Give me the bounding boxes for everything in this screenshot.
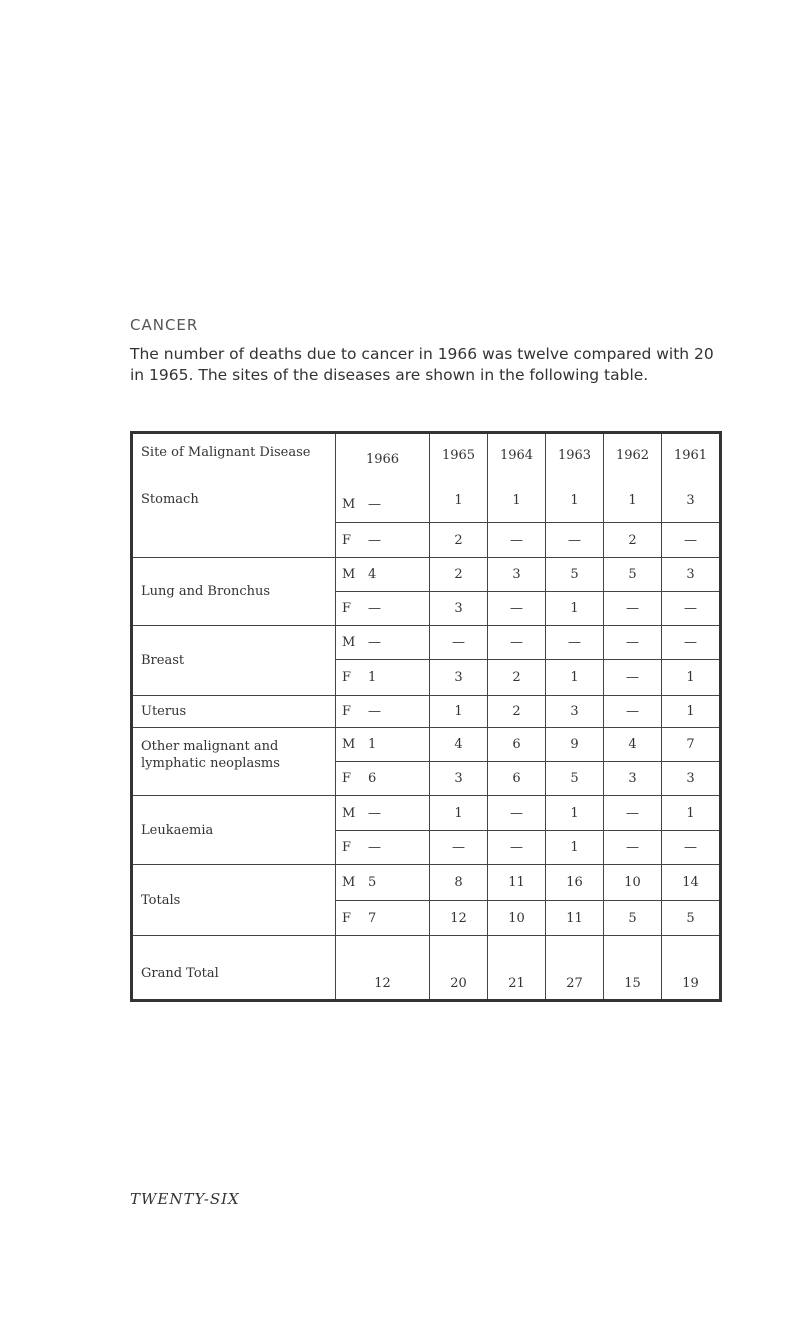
- value: 1: [570, 493, 579, 508]
- value: 21: [488, 936, 546, 1001]
- site-header-cell: [132, 433, 336, 558]
- value: 4: [604, 728, 662, 762]
- value: —: [430, 831, 488, 865]
- sex-label: M: [342, 635, 356, 650]
- value: —: [604, 696, 662, 728]
- value: —: [488, 831, 546, 865]
- value: —: [604, 660, 662, 696]
- value: —: [368, 805, 381, 821]
- value: 2: [430, 558, 488, 592]
- value: 10: [488, 901, 546, 936]
- value: 3: [430, 762, 488, 796]
- year-header-1961: 1961: [673, 448, 708, 463]
- sex-label: M: [342, 737, 356, 752]
- year-header-1966: 1966: [365, 452, 400, 467]
- sex-label: F: [342, 910, 352, 926]
- value: 3: [662, 558, 721, 592]
- value: 12: [336, 936, 430, 1001]
- value: —: [368, 704, 381, 719]
- value: 19: [662, 936, 721, 1001]
- value: 6: [488, 762, 546, 796]
- value: 1: [430, 796, 488, 831]
- value: 14: [662, 865, 721, 901]
- year-header-1962: 1962: [615, 448, 650, 463]
- sex-label: F: [342, 532, 352, 548]
- site-stomach: Stomach: [141, 492, 199, 507]
- cancer-deaths-table: [130, 431, 722, 1002]
- value: 1: [662, 696, 721, 728]
- value: 6: [488, 728, 546, 762]
- value: 8: [430, 865, 488, 901]
- sex-label: M: [342, 567, 356, 582]
- cell-1966-stomach-m: [336, 433, 430, 523]
- sex-label: M: [342, 875, 356, 890]
- sex-label: F: [342, 670, 352, 685]
- value: 1: [368, 737, 377, 752]
- value: 5: [604, 901, 662, 936]
- table-row: [132, 728, 721, 762]
- table-row: [132, 558, 721, 592]
- value: 1: [546, 660, 604, 696]
- value: 9: [546, 728, 604, 762]
- value: 1: [454, 493, 463, 508]
- value: 3: [430, 592, 488, 626]
- value: 1: [368, 670, 377, 685]
- value: —: [662, 831, 721, 865]
- value: 27: [546, 936, 604, 1001]
- value: 1: [662, 796, 721, 831]
- value: 15: [604, 936, 662, 1001]
- sex-label: M: [342, 497, 356, 512]
- value: 5: [604, 558, 662, 592]
- sex-label: M: [342, 805, 356, 821]
- value: 3: [662, 762, 721, 796]
- year-header-1964: 1964: [499, 448, 534, 463]
- value: 2: [430, 523, 488, 558]
- value: —: [662, 626, 721, 660]
- cell-1962-stomach-m: [604, 433, 662, 523]
- value: —: [430, 626, 488, 660]
- value: 7: [662, 728, 721, 762]
- value: 1: [546, 592, 604, 626]
- value: 1: [512, 493, 521, 508]
- value: 3: [686, 493, 695, 508]
- sex-label: F: [342, 601, 352, 616]
- grand-total-row: [132, 936, 721, 1001]
- value: —: [488, 523, 546, 558]
- year-header-1965: 1965: [441, 448, 476, 463]
- value: 20: [430, 936, 488, 1001]
- value: 1: [430, 696, 488, 728]
- value: —: [488, 796, 546, 831]
- value: 3: [604, 762, 662, 796]
- sex-label: F: [342, 771, 352, 786]
- value: 1: [546, 796, 604, 831]
- value: 5: [368, 875, 377, 890]
- value: 3: [546, 696, 604, 728]
- value: —: [368, 601, 381, 616]
- value: —: [662, 592, 721, 626]
- value: 11: [546, 901, 604, 936]
- value: 7: [368, 910, 377, 926]
- cell-1965-stomach-m: [430, 433, 488, 523]
- value: 4: [430, 728, 488, 762]
- value: 16: [546, 865, 604, 901]
- value: 11: [488, 865, 546, 901]
- value: —: [604, 626, 662, 660]
- site-uterus: Uterus: [132, 696, 336, 728]
- value: 5: [546, 762, 604, 796]
- table-row: [132, 696, 721, 728]
- cell-1964-stomach-m: [488, 433, 546, 523]
- table-row: [132, 796, 721, 831]
- value: —: [604, 831, 662, 865]
- value: 3: [430, 660, 488, 696]
- value: —: [546, 523, 604, 558]
- value: 4: [368, 567, 377, 582]
- value: —: [488, 592, 546, 626]
- value: 6: [368, 771, 377, 786]
- value: —: [368, 635, 381, 650]
- site-other-malignant: Other malignant and lymphatic neoplasms: [132, 728, 336, 796]
- intro-paragraph: The number of deaths due to cancer in 1966 was twelve compared with 20 in 1965. The sites of the diseases are shown in the following table.: [130, 345, 714, 384]
- value: —: [604, 796, 662, 831]
- site-lung-bronchus: Lung and Bronchus: [132, 558, 336, 626]
- sex-label: F: [342, 704, 352, 719]
- value: —: [488, 626, 546, 660]
- value: —: [368, 532, 381, 548]
- value: —: [662, 523, 721, 558]
- sex-label: F: [342, 840, 352, 855]
- year-header-1963: 1963: [557, 448, 592, 463]
- value: —: [604, 592, 662, 626]
- value: 1: [662, 660, 721, 696]
- cell-1961-stomach-m: [662, 433, 721, 523]
- value: 5: [546, 558, 604, 592]
- site-breast: Breast: [132, 626, 336, 696]
- site-totals: Totals: [132, 865, 336, 936]
- value: 2: [488, 660, 546, 696]
- value: 2: [488, 696, 546, 728]
- site-leukaemia: Leukaemia: [132, 796, 336, 865]
- value: —: [368, 840, 381, 855]
- site-header: Site of Malignant Disease: [141, 445, 311, 460]
- value: 3: [488, 558, 546, 592]
- value: —: [546, 626, 604, 660]
- value: 12: [430, 901, 488, 936]
- value: 10: [604, 865, 662, 901]
- table-row: [132, 626, 721, 660]
- value: 2: [604, 523, 662, 558]
- value: 5: [662, 901, 721, 936]
- value: 1: [628, 493, 637, 508]
- table-row: [132, 865, 721, 901]
- grand-total-label: Grand Total: [132, 936, 336, 1001]
- page-heading: CANCER: [130, 316, 199, 334]
- value: —: [368, 497, 381, 512]
- page-footer: TWENTY-SIX: [130, 1190, 240, 1208]
- cell-1963-stomach-m: [546, 433, 604, 523]
- value: 1: [546, 831, 604, 865]
